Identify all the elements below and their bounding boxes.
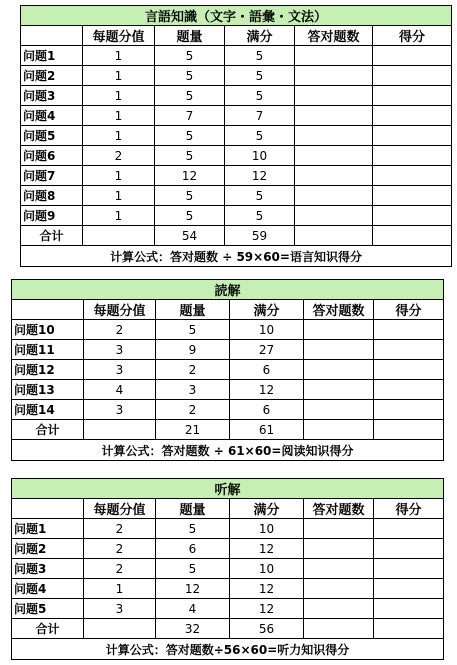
table-row: [12, 559, 444, 579]
row-label: 问题14: [12, 400, 84, 420]
score-input[interactable]: [373, 46, 452, 66]
header-full-score: 满分: [225, 26, 295, 46]
full-score-cell: 6: [230, 400, 304, 420]
per-score-cell: 1: [83, 126, 155, 146]
count-cell: 7: [155, 106, 225, 126]
full-score-cell: 10: [225, 146, 295, 166]
count-cell: 6: [156, 539, 230, 559]
per-score-cell: 2: [84, 320, 156, 340]
total-score-input[interactable]: [374, 619, 444, 639]
per-score-cell: 1: [84, 579, 156, 599]
full-score-cell: 5: [225, 86, 295, 106]
correct-count-input[interactable]: [304, 559, 374, 579]
score-input[interactable]: [374, 579, 444, 599]
row-label: 问题4: [21, 106, 83, 126]
header-corner: [21, 26, 83, 46]
per-score-cell: 1: [83, 86, 155, 106]
correct-count-input[interactable]: [295, 206, 373, 226]
score-input[interactable]: [373, 106, 452, 126]
header-score: 得分: [374, 300, 444, 320]
correct-count-input[interactable]: [295, 146, 373, 166]
full-score-cell: 27: [230, 340, 304, 360]
total-label: 合计: [21, 226, 83, 246]
header-score: 得分: [373, 26, 452, 46]
row-label: 问题4: [12, 579, 84, 599]
table-row: [21, 66, 452, 86]
count-cell: 5: [155, 126, 225, 146]
correct-count-input[interactable]: [295, 66, 373, 86]
row-label: 问题10: [12, 320, 84, 340]
total-score-input[interactable]: [374, 420, 444, 440]
score-input[interactable]: [374, 559, 444, 579]
correct-count-input[interactable]: [295, 46, 373, 66]
row-label: 问题8: [21, 186, 83, 206]
count-cell: 2: [156, 400, 230, 420]
per-score-cell: 3: [84, 599, 156, 619]
per-score-cell: 3: [84, 400, 156, 420]
header-per-score: 每题分值: [84, 300, 156, 320]
header-score: 得分: [374, 499, 444, 519]
count-cell: 5: [156, 519, 230, 539]
score-input[interactable]: [373, 146, 452, 166]
correct-count-input[interactable]: [295, 126, 373, 146]
row-label: 问题6: [21, 146, 83, 166]
per-score-cell: 1: [83, 66, 155, 86]
formula-text: 计算公式：答对题数 ÷ 61×60=阅读知识得分: [12, 440, 444, 461]
table-row: [21, 186, 452, 206]
table-row: [12, 340, 444, 360]
correct-count-input[interactable]: [295, 186, 373, 206]
per-score-cell: 1: [83, 166, 155, 186]
full-score-cell: 5: [225, 206, 295, 226]
score-input[interactable]: [374, 519, 444, 539]
row-label: 问题2: [12, 539, 84, 559]
score-input[interactable]: [373, 206, 452, 226]
per-score-cell: 1: [83, 106, 155, 126]
total-count: 54: [155, 226, 225, 246]
row-label: 问题13: [12, 380, 84, 400]
section-reading: [11, 279, 444, 461]
count-cell: 4: [156, 599, 230, 619]
count-cell: 2: [156, 360, 230, 380]
total-per-score-cell: [83, 226, 155, 246]
full-score-cell: 12: [230, 380, 304, 400]
correct-count-input[interactable]: [304, 400, 374, 420]
header-full-score: 满分: [230, 499, 304, 519]
row-label: 问题5: [12, 599, 84, 619]
header-count: 题量: [156, 499, 230, 519]
table-row: [12, 599, 444, 619]
header-correct-count: 答对题数: [304, 499, 374, 519]
row-label: 问题5: [21, 126, 83, 146]
full-score-cell: 5: [225, 186, 295, 206]
header-row: [12, 300, 444, 320]
row-label: 问题1: [12, 519, 84, 539]
per-score-cell: 1: [83, 186, 155, 206]
table-row: [21, 166, 452, 186]
total-full-score: 59: [225, 226, 295, 246]
header-corner: [12, 499, 84, 519]
total-score-input[interactable]: [373, 226, 452, 246]
score-input[interactable]: [374, 380, 444, 400]
table-row: [21, 46, 452, 66]
per-score-cell: 4: [84, 380, 156, 400]
score-input[interactable]: [374, 599, 444, 619]
section-language-knowledge: [20, 5, 452, 267]
section-title: 听解: [12, 479, 444, 499]
count-cell: 5: [155, 86, 225, 106]
count-cell: 5: [155, 66, 225, 86]
score-input[interactable]: [373, 166, 452, 186]
section-listening: [11, 478, 444, 660]
count-cell: 9: [156, 340, 230, 360]
total-full-score: 56: [230, 619, 304, 639]
score-input[interactable]: [374, 400, 444, 420]
score-input[interactable]: [374, 360, 444, 380]
correct-count-input[interactable]: [295, 86, 373, 106]
total-correct-input[interactable]: [304, 619, 374, 639]
count-cell: 5: [156, 320, 230, 340]
row-label: 问题3: [21, 86, 83, 106]
full-score-cell: 12: [225, 166, 295, 186]
formula-text: 计算公式：答对题数 ÷ 59×60=语言知识得分: [21, 246, 452, 267]
score-input[interactable]: [373, 66, 452, 86]
correct-count-input[interactable]: [304, 539, 374, 559]
table-row: [12, 360, 444, 380]
per-score-cell: 3: [84, 360, 156, 380]
table-row: [21, 106, 452, 126]
correct-count-input[interactable]: [295, 166, 373, 186]
full-score-cell: 10: [230, 320, 304, 340]
score-input[interactable]: [373, 86, 452, 106]
score-input[interactable]: [373, 126, 452, 146]
full-score-cell: 5: [225, 66, 295, 86]
header-full-score: 满分: [230, 300, 304, 320]
header-count: 题量: [155, 26, 225, 46]
total-row: [12, 619, 444, 639]
count-cell: 12: [155, 166, 225, 186]
total-label: 合计: [12, 420, 84, 440]
correct-count-input[interactable]: [304, 320, 374, 340]
row-label: 问题1: [21, 46, 83, 66]
row-label: 问题2: [21, 66, 83, 86]
row-label: 问题7: [21, 166, 83, 186]
per-score-cell: 2: [83, 146, 155, 166]
per-score-cell: 2: [84, 559, 156, 579]
full-score-cell: 5: [225, 126, 295, 146]
count-cell: 5: [155, 46, 225, 66]
header-row: [21, 26, 452, 46]
full-score-cell: 12: [230, 539, 304, 559]
total-correct-input[interactable]: [304, 420, 374, 440]
section-title: 読解: [12, 280, 444, 300]
correct-count-input[interactable]: [304, 360, 374, 380]
section-title: 言語知識（文字・語彙・文法）: [21, 6, 452, 26]
header-correct-count: 答对题数: [304, 300, 374, 320]
correct-count-input[interactable]: [304, 380, 374, 400]
header-per-score: 每题分值: [83, 26, 155, 46]
formula-text: 计算公式：答对题数÷56×60=听力知识得分: [12, 639, 444, 660]
table-row: [21, 206, 452, 226]
table-row: [12, 320, 444, 340]
count-cell: 5: [155, 146, 225, 166]
score-input[interactable]: [374, 320, 444, 340]
per-score-cell: 1: [83, 46, 155, 66]
per-score-cell: 3: [84, 340, 156, 360]
header-row: [12, 499, 444, 519]
full-score-cell: 6: [230, 360, 304, 380]
total-count: 21: [156, 420, 230, 440]
header-count: 题量: [156, 300, 230, 320]
correct-count-input[interactable]: [304, 579, 374, 599]
table-row: [21, 86, 452, 106]
header-corner: [12, 300, 84, 320]
row-label: 问题11: [12, 340, 84, 360]
table-row: [12, 380, 444, 400]
full-score-cell: 10: [230, 519, 304, 539]
full-score-cell: 5: [225, 46, 295, 66]
correct-count-input[interactable]: [304, 340, 374, 360]
full-score-cell: 12: [230, 579, 304, 599]
table-row: [12, 400, 444, 420]
table-row: [12, 539, 444, 559]
total-per-score-cell: [84, 619, 156, 639]
correct-count-input[interactable]: [304, 599, 374, 619]
per-score-cell: 2: [84, 539, 156, 559]
header-per-score: 每题分值: [84, 499, 156, 519]
header-correct-count: 答对题数: [295, 26, 373, 46]
per-score-cell: 2: [84, 519, 156, 539]
total-count: 32: [156, 619, 230, 639]
table-row: [21, 126, 452, 146]
table-row: [12, 519, 444, 539]
total-per-score-cell: [84, 420, 156, 440]
row-label: 问题12: [12, 360, 84, 380]
total-full-score: 61: [230, 420, 304, 440]
score-input[interactable]: [373, 186, 452, 206]
full-score-cell: 10: [230, 559, 304, 579]
correct-count-input[interactable]: [304, 519, 374, 539]
count-cell: 3: [156, 380, 230, 400]
table-row: [12, 579, 444, 599]
count-cell: 5: [156, 559, 230, 579]
total-row: [12, 420, 444, 440]
full-score-cell: 7: [225, 106, 295, 126]
row-label: 问题3: [12, 559, 84, 579]
table-row: [21, 146, 452, 166]
score-input[interactable]: [374, 340, 444, 360]
total-row: [21, 226, 452, 246]
count-cell: 5: [155, 206, 225, 226]
row-label: 问题9: [21, 206, 83, 226]
score-input[interactable]: [374, 539, 444, 559]
correct-count-input[interactable]: [295, 106, 373, 126]
full-score-cell: 12: [230, 599, 304, 619]
count-cell: 5: [155, 186, 225, 206]
per-score-cell: 1: [83, 206, 155, 226]
total-correct-input[interactable]: [295, 226, 373, 246]
count-cell: 12: [156, 579, 230, 599]
total-label: 合计: [12, 619, 84, 639]
